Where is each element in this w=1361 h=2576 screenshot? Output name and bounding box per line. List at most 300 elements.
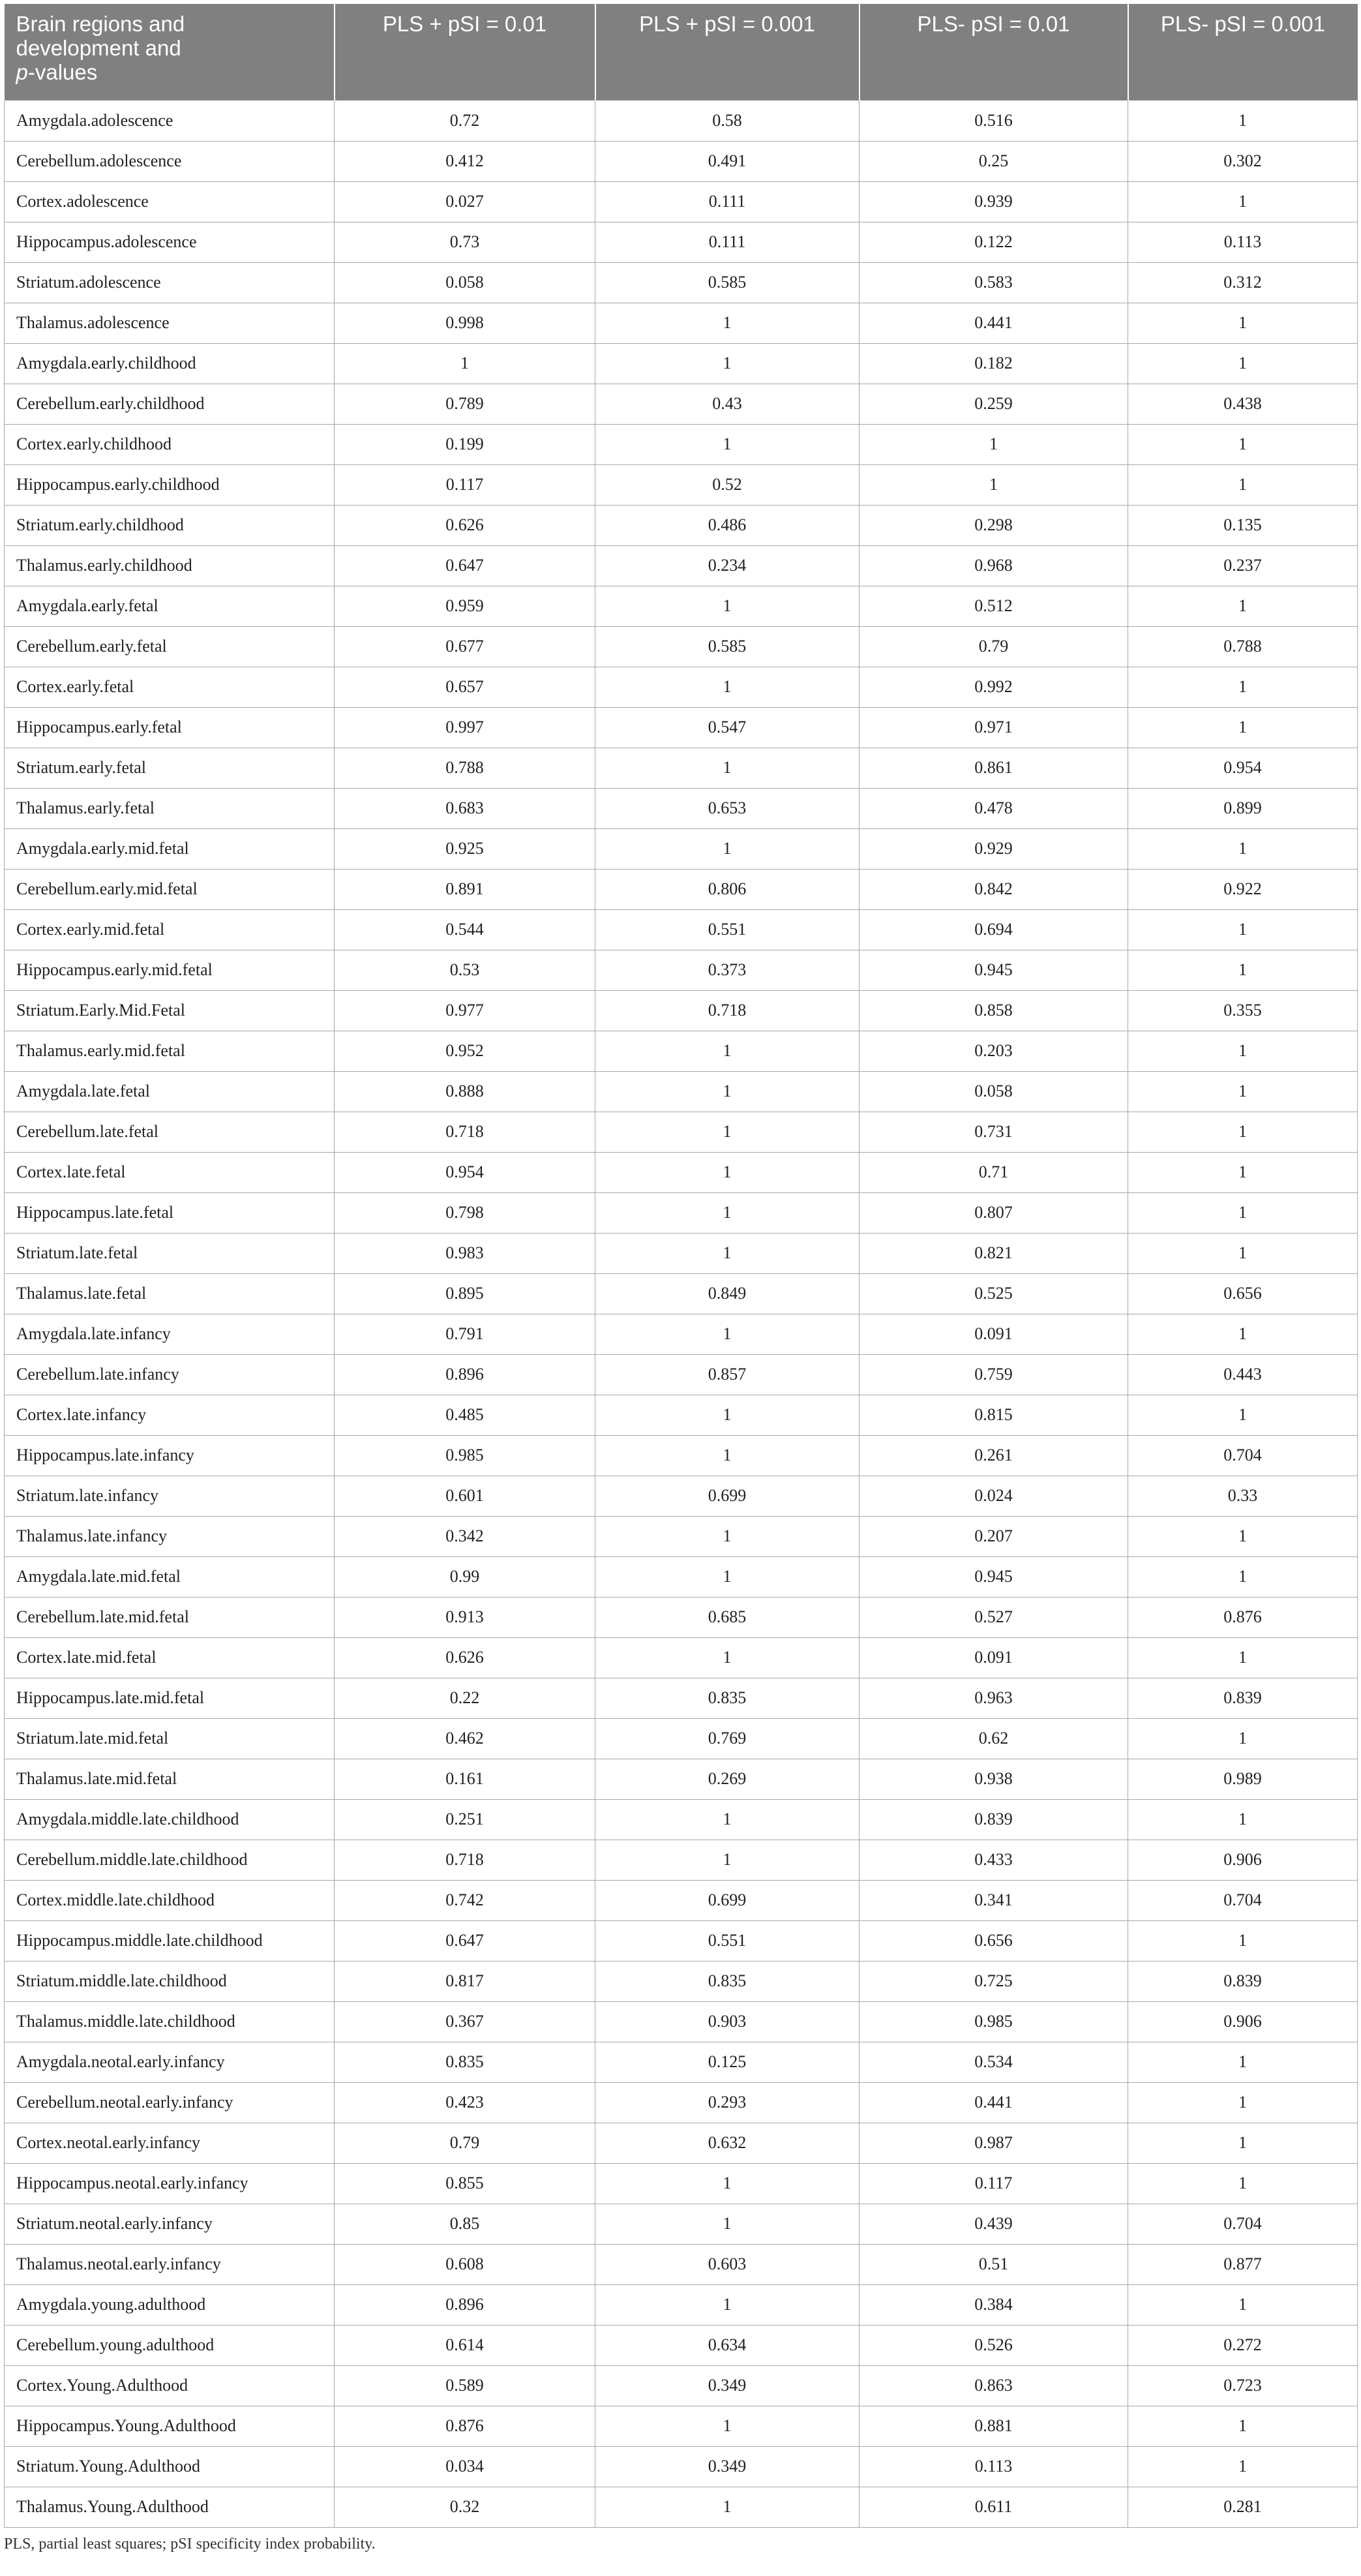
row-label-cell: Amygdala.neotal.early.infancy (5, 2042, 335, 2082)
value-cell: 0.835 (595, 1961, 860, 2001)
table-row (5, 2082, 1358, 2123)
value-cell: 1 (1128, 1395, 1358, 1435)
table-row (5, 1071, 1358, 1112)
table-row (5, 2123, 1358, 2163)
value-cell: 0.73 (335, 222, 595, 262)
value-cell: 0.441 (860, 2082, 1128, 2123)
table-row (5, 667, 1358, 707)
value-cell: 0.807 (860, 1192, 1128, 1233)
value-cell: 0.585 (595, 626, 860, 667)
value-cell: 0.997 (335, 707, 595, 748)
value-cell: 1 (595, 2284, 860, 2325)
value-cell: 0.237 (1128, 545, 1358, 586)
value-cell: 1 (1128, 1516, 1358, 1556)
value-cell: 0.462 (335, 1718, 595, 1759)
value-cell: 0.433 (860, 1840, 1128, 1880)
value-cell: 0.913 (335, 1597, 595, 1637)
value-cell: 0.959 (335, 586, 595, 626)
value-cell: 1 (1128, 1112, 1358, 1152)
value-cell: 0.798 (335, 1192, 595, 1233)
value-cell: 0.968 (860, 545, 1128, 586)
table-row (5, 1759, 1358, 1799)
table-row (5, 950, 1358, 990)
value-cell: 0.839 (1128, 1961, 1358, 2001)
value-cell: 0.963 (860, 1678, 1128, 1718)
value-cell: 0.51 (860, 2244, 1128, 2284)
value-cell: 0.677 (335, 626, 595, 667)
value-cell: 1 (1128, 464, 1358, 505)
header-pvalues-suffix: -values (27, 60, 98, 84)
value-cell: 0.125 (595, 2042, 860, 2082)
value-cell: 1 (1128, 181, 1358, 222)
value-cell: 0.161 (335, 1759, 595, 1799)
value-cell: 0.25 (860, 141, 1128, 181)
table-row (5, 2446, 1358, 2487)
value-cell: 1 (595, 1071, 860, 1112)
value-cell: 0.877 (1128, 2244, 1358, 2284)
value-cell: 0.954 (335, 1152, 595, 1192)
table-row (5, 1678, 1358, 1718)
value-cell: 0.72 (335, 100, 595, 141)
table-row (5, 748, 1358, 788)
row-label-cell: Cerebellum.adolescence (5, 141, 335, 181)
value-cell: 0.99 (335, 1556, 595, 1597)
row-label-cell: Cortex.Young.Adulthood (5, 2365, 335, 2406)
value-cell: 1 (595, 1840, 860, 1880)
table-row (5, 1597, 1358, 1637)
value-cell: 0.341 (860, 1880, 1128, 1920)
value-cell: 0.881 (860, 2406, 1128, 2446)
value-cell: 1 (1128, 909, 1358, 950)
row-label-cell: Thalamus.late.infancy (5, 1516, 335, 1556)
value-cell: 0.438 (1128, 384, 1358, 424)
value-cell: 0.634 (595, 2325, 860, 2365)
table-row (5, 2365, 1358, 2406)
value-cell: 0.718 (335, 1840, 595, 1880)
row-label-cell: Cortex.late.mid.fetal (5, 1637, 335, 1678)
row-label-cell: Hippocampus.late.fetal (5, 1192, 335, 1233)
value-cell: 1 (1128, 1152, 1358, 1192)
table-row (5, 2325, 1358, 2365)
table-row (5, 2406, 1358, 2446)
value-cell: 0.699 (595, 1880, 860, 1920)
value-cell: 0.207 (860, 1516, 1128, 1556)
row-label-cell: Thalamus.middle.late.childhood (5, 2001, 335, 2042)
value-cell: 0.861 (860, 748, 1128, 788)
value-cell: 0.694 (860, 909, 1128, 950)
value-cell: 0.989 (1128, 1759, 1358, 1799)
row-label-cell: Cortex.late.fetal (5, 1152, 335, 1192)
value-cell: 1 (595, 1637, 860, 1678)
value-cell: 0.906 (1128, 1840, 1358, 1880)
value-cell: 0.657 (335, 667, 595, 707)
value-cell: 1 (1128, 343, 1358, 384)
value-cell: 0.731 (860, 1112, 1128, 1152)
table-row (5, 1556, 1358, 1597)
table-row (5, 1112, 1358, 1152)
value-cell: 0.355 (1128, 990, 1358, 1031)
value-cell: 0.839 (860, 1799, 1128, 1840)
table-row (5, 1273, 1358, 1314)
value-cell: 0.626 (335, 1637, 595, 1678)
table-row (5, 464, 1358, 505)
value-cell: 0.985 (860, 2001, 1128, 2042)
value-cell: 0.583 (860, 262, 1128, 303)
value-cell: 0.788 (1128, 626, 1358, 667)
value-cell: 0.685 (595, 1597, 860, 1637)
value-cell: 1 (595, 748, 860, 788)
row-label-cell: Cortex.adolescence (5, 181, 335, 222)
table-row (5, 2487, 1358, 2527)
value-cell: 1 (860, 424, 1128, 464)
value-cell: 1 (595, 1435, 860, 1476)
table-row (5, 1354, 1358, 1395)
value-cell: 0.091 (860, 1637, 1128, 1678)
value-cell: 1 (595, 1112, 860, 1152)
value-cell: 0.601 (335, 1476, 595, 1516)
table-row (5, 100, 1358, 141)
value-cell: 1 (595, 2487, 860, 2527)
row-label-cell: Thalamus.early.childhood (5, 545, 335, 586)
value-cell: 0.486 (595, 505, 860, 545)
value-cell: 0.895 (335, 1273, 595, 1314)
value-cell: 0.117 (860, 2163, 1128, 2204)
value-cell: 1 (595, 2163, 860, 2204)
value-cell: 1 (1128, 2042, 1358, 2082)
value-cell: 0.261 (860, 1435, 1128, 1476)
value-cell: 0.259 (860, 384, 1128, 424)
value-cell: 0.723 (1128, 2365, 1358, 2406)
value-cell: 0.922 (1128, 869, 1358, 909)
value-cell: 0.79 (860, 626, 1128, 667)
row-label-cell: Thalamus.late.mid.fetal (5, 1759, 335, 1799)
value-cell: 0.034 (335, 2446, 595, 2487)
header-line1: Brain regions and (16, 12, 185, 36)
value-cell: 0.759 (860, 1354, 1128, 1395)
value-cell: 1 (1128, 1192, 1358, 1233)
table-row (5, 1840, 1358, 1880)
value-cell: 0.945 (860, 950, 1128, 990)
value-cell: 0.62 (860, 1718, 1128, 1759)
value-cell: 1 (1128, 707, 1358, 748)
value-cell: 0.32 (335, 2487, 595, 2527)
row-label-cell: Cerebellum.middle.late.childhood (5, 1840, 335, 1880)
value-cell: 1 (595, 1233, 860, 1273)
table-row (5, 909, 1358, 950)
row-label-cell: Amygdala.middle.late.childhood (5, 1799, 335, 1840)
value-cell: 1 (1128, 1071, 1358, 1112)
value-cell: 0.117 (335, 464, 595, 505)
value-cell: 0.544 (335, 909, 595, 950)
value-cell: 0.526 (860, 2325, 1128, 2365)
value-cell: 1 (1128, 1314, 1358, 1354)
value-cell: 0.656 (860, 1920, 1128, 1961)
value-cell: 0.626 (335, 505, 595, 545)
table-row (5, 1031, 1358, 1071)
value-cell: 1 (1128, 1556, 1358, 1597)
value-cell: 0.983 (335, 1233, 595, 1273)
value-cell: 0.903 (595, 2001, 860, 2042)
value-cell: 0.71 (860, 1152, 1128, 1192)
value-cell: 0.53 (335, 950, 595, 990)
row-label-cell: Hippocampus.late.infancy (5, 1435, 335, 1476)
value-cell: 0.821 (860, 1233, 1128, 1273)
row-label-cell: Striatum.middle.late.childhood (5, 1961, 335, 2001)
value-cell: 0.704 (1128, 1435, 1358, 1476)
value-cell: 0.491 (595, 141, 860, 181)
table-footnote: PLS, partial least squares; pSI specificity index probability. (4, 2535, 376, 2553)
value-cell: 0.058 (335, 262, 595, 303)
value-cell: 1 (595, 1556, 860, 1597)
table-row (5, 545, 1358, 586)
row-label-cell: Striatum.late.mid.fetal (5, 1718, 335, 1759)
value-cell: 1 (595, 1799, 860, 1840)
value-cell: 0.888 (335, 1071, 595, 1112)
value-cell: 0.024 (860, 1476, 1128, 1516)
value-cell: 0.952 (335, 1031, 595, 1071)
table-row (5, 1233, 1358, 1273)
value-cell: 0.906 (1128, 2001, 1358, 2042)
value-cell: 0.789 (335, 384, 595, 424)
row-label-cell: Amygdala.early.childhood (5, 343, 335, 384)
table-row (5, 1435, 1358, 1476)
value-cell: 0.281 (1128, 2487, 1358, 2527)
value-cell: 0.992 (860, 667, 1128, 707)
value-cell: 1 (1128, 1718, 1358, 1759)
value-cell: 1 (1128, 667, 1358, 707)
row-label-cell: Hippocampus.early.childhood (5, 464, 335, 505)
value-cell: 0.373 (595, 950, 860, 990)
value-cell: 1 (595, 2406, 860, 2446)
row-label-cell: Thalamus.Young.Adulthood (5, 2487, 335, 2527)
value-cell: 1 (1128, 2163, 1358, 2204)
value-cell: 0.647 (335, 545, 595, 586)
pvalue-table (4, 4, 1358, 2528)
table-row (5, 2042, 1358, 2082)
value-cell: 1 (1128, 2284, 1358, 2325)
value-cell: 0.863 (860, 2365, 1128, 2406)
table-row (5, 1516, 1358, 1556)
row-label-cell: Amygdala.late.infancy (5, 1314, 335, 1354)
value-cell: 0.929 (860, 828, 1128, 869)
value-cell: 0.653 (595, 788, 860, 828)
table-row (5, 869, 1358, 909)
value-cell: 1 (595, 424, 860, 464)
value-cell: 0.839 (1128, 1678, 1358, 1718)
table-row (5, 262, 1358, 303)
table-row (5, 1314, 1358, 1354)
value-cell: 0.585 (595, 262, 860, 303)
value-cell: 0.718 (595, 990, 860, 1031)
value-cell: 0.525 (860, 1273, 1128, 1314)
row-label-cell: Amygdala.late.fetal (5, 1071, 335, 1112)
value-cell: 0.182 (860, 343, 1128, 384)
row-label-cell: Cerebellum.young.adulthood (5, 2325, 335, 2365)
table-row (5, 1961, 1358, 2001)
value-cell: 1 (595, 1314, 860, 1354)
value-cell: 1 (1128, 100, 1358, 141)
row-label-cell: Amygdala.adolescence (5, 100, 335, 141)
table-row (5, 990, 1358, 1031)
row-label-cell: Cortex.middle.late.childhood (5, 1880, 335, 1920)
value-cell: 0.899 (1128, 788, 1358, 828)
value-cell: 0.33 (1128, 1476, 1358, 1516)
table-row (5, 1476, 1358, 1516)
table-row (5, 303, 1358, 343)
value-cell: 0.647 (335, 1920, 595, 1961)
row-label-cell: Amygdala.late.mid.fetal (5, 1556, 335, 1597)
value-cell: 0.251 (335, 1799, 595, 1840)
table-row (5, 1395, 1358, 1435)
value-cell: 1 (595, 1152, 860, 1192)
row-label-cell: Hippocampus.adolescence (5, 222, 335, 262)
value-cell: 0.478 (860, 788, 1128, 828)
row-label-cell: Striatum.late.fetal (5, 1233, 335, 1273)
value-cell: 0.312 (1128, 262, 1358, 303)
value-cell: 0.769 (595, 1718, 860, 1759)
value-cell: 1 (1128, 950, 1358, 990)
value-cell: 0.111 (595, 222, 860, 262)
value-cell: 0.269 (595, 1759, 860, 1799)
row-label-cell: Striatum.Young.Adulthood (5, 2446, 335, 2487)
row-label-cell: Hippocampus.middle.late.childhood (5, 1920, 335, 1961)
value-cell: 0.699 (595, 1476, 860, 1516)
value-cell: 0.111 (595, 181, 860, 222)
table-row (5, 141, 1358, 181)
value-cell: 0.791 (335, 1314, 595, 1354)
table-row (5, 424, 1358, 464)
table-row (5, 626, 1358, 667)
value-cell: 0.614 (335, 2325, 595, 2365)
value-cell: 0.842 (860, 869, 1128, 909)
value-cell: 0.058 (860, 1071, 1128, 1112)
value-cell: 0.113 (860, 2446, 1128, 2487)
table-row (5, 2001, 1358, 2042)
value-cell: 0.815 (860, 1395, 1128, 1435)
value-cell: 1 (1128, 1920, 1358, 1961)
value-cell: 0.512 (860, 586, 1128, 626)
value-cell: 0.835 (335, 2042, 595, 2082)
row-label-cell: Striatum.neotal.early.infancy (5, 2204, 335, 2244)
row-label-cell: Cortex.early.fetal (5, 667, 335, 707)
value-cell: 1 (1128, 424, 1358, 464)
value-cell: 1 (595, 1192, 860, 1233)
row-label-cell: Striatum.early.fetal (5, 748, 335, 788)
value-cell: 1 (595, 828, 860, 869)
value-cell: 0.349 (595, 2365, 860, 2406)
value-cell: 1 (335, 343, 595, 384)
value-cell: 0.683 (335, 788, 595, 828)
value-cell: 1 (595, 343, 860, 384)
value-cell: 0.384 (860, 2284, 1128, 2325)
value-cell: 1 (1128, 2446, 1358, 2487)
row-label-cell: Cerebellum.early.fetal (5, 626, 335, 667)
value-cell: 0.608 (335, 2244, 595, 2284)
value-cell: 0.954 (1128, 748, 1358, 788)
row-label-cell: Cortex.early.mid.fetal (5, 909, 335, 950)
value-cell: 0.725 (860, 1961, 1128, 2001)
row-label-cell: Striatum.late.infancy (5, 1476, 335, 1516)
value-cell: 0.527 (860, 1597, 1128, 1637)
value-cell: 1 (1128, 828, 1358, 869)
table-row (5, 1637, 1358, 1678)
value-cell: 0.342 (335, 1516, 595, 1556)
header-pls-minus-001: PLS- pSI = 0.01 (860, 4, 1128, 100)
value-cell: 0.849 (595, 1273, 860, 1314)
row-label-cell: Cortex.late.infancy (5, 1395, 335, 1435)
table-row (5, 505, 1358, 545)
value-cell: 0.516 (860, 100, 1128, 141)
row-label-cell: Thalamus.adolescence (5, 303, 335, 343)
value-cell: 0.43 (595, 384, 860, 424)
table-row (5, 181, 1358, 222)
table-row (5, 1920, 1358, 1961)
value-cell: 0.977 (335, 990, 595, 1031)
row-label-cell: Hippocampus.neotal.early.infancy (5, 2163, 335, 2204)
value-cell: 1 (1128, 2082, 1358, 2123)
value-cell: 0.835 (595, 1678, 860, 1718)
row-label-cell: Amygdala.early.fetal (5, 586, 335, 626)
value-cell: 0.857 (595, 1354, 860, 1395)
value-cell: 0.858 (860, 990, 1128, 1031)
value-cell: 0.298 (860, 505, 1128, 545)
value-cell: 1 (595, 667, 860, 707)
value-cell: 0.091 (860, 1314, 1128, 1354)
header-p-italic: p (16, 60, 28, 84)
row-label-cell: Cerebellum.early.childhood (5, 384, 335, 424)
row-label-cell: Cortex.neotal.early.infancy (5, 2123, 335, 2163)
value-cell: 0.441 (860, 303, 1128, 343)
value-cell: 0.302 (1128, 141, 1358, 181)
row-label-cell: Hippocampus.Young.Adulthood (5, 2406, 335, 2446)
table-row (5, 586, 1358, 626)
value-cell: 0.998 (335, 303, 595, 343)
value-cell: 1 (1128, 2406, 1358, 2446)
value-cell: 0.551 (595, 909, 860, 950)
value-cell: 1 (595, 1516, 860, 1556)
value-cell: 0.534 (860, 2042, 1128, 2082)
value-cell: 0.896 (335, 2284, 595, 2325)
row-label-cell: Thalamus.late.fetal (5, 1273, 335, 1314)
value-cell: 0.987 (860, 2123, 1128, 2163)
value-cell: 0.704 (1128, 2204, 1358, 2244)
value-cell: 0.367 (335, 2001, 595, 2042)
row-label-cell: Hippocampus.early.fetal (5, 707, 335, 748)
table-row (5, 1718, 1358, 1759)
value-cell: 0.349 (595, 2446, 860, 2487)
value-cell: 1 (1128, 1637, 1358, 1678)
value-cell: 1 (595, 1395, 860, 1435)
value-cell: 0.551 (595, 1920, 860, 1961)
value-cell: 0.806 (595, 869, 860, 909)
value-cell: 0.272 (1128, 2325, 1358, 2365)
value-cell: 0.52 (595, 464, 860, 505)
table-row (5, 1192, 1358, 1233)
row-label-cell: Cortex.early.childhood (5, 424, 335, 464)
table-row (5, 2204, 1358, 2244)
row-label-cell: Hippocampus.early.mid.fetal (5, 950, 335, 990)
table-row (5, 707, 1358, 748)
value-cell: 0.199 (335, 424, 595, 464)
value-cell: 0.876 (1128, 1597, 1358, 1637)
value-cell: 0.423 (335, 2082, 595, 2123)
table-row (5, 828, 1358, 869)
value-cell: 0.135 (1128, 505, 1358, 545)
value-cell: 0.855 (335, 2163, 595, 2204)
value-cell: 0.742 (335, 1880, 595, 1920)
value-cell: 0.945 (860, 1556, 1128, 1597)
value-cell: 0.925 (335, 828, 595, 869)
